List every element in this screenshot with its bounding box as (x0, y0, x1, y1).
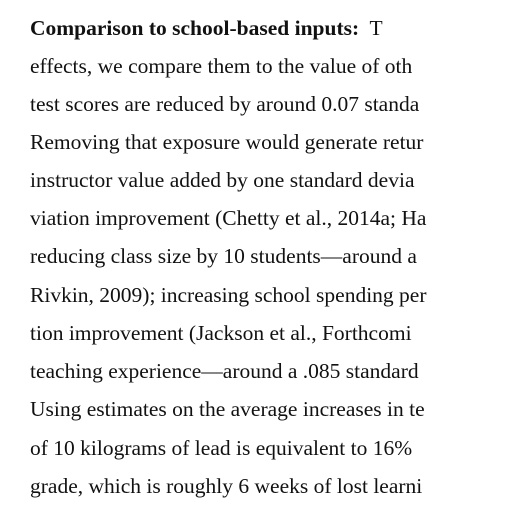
text-line: of 10 kilograms of lead is equivalent to 16% (30, 436, 413, 460)
text-line: effects, we compare them to the value of oth (30, 54, 413, 78)
text-line: reducing class size by 10 students—around a (30, 244, 417, 268)
text-line: Removing that exposure would generate retur (30, 130, 424, 154)
text-line: Using estimates on the average increases in te (30, 397, 425, 421)
text-line: instructor value added by one standard devia (30, 168, 415, 192)
text-line: teaching experience—around a .085 standard (30, 359, 419, 383)
paragraph-first-line (30, 14, 383, 42)
paragraph-heading-tail: T (359, 16, 383, 40)
text-line: viation improvement (Chetty et al., 2014a; Ha (30, 206, 427, 230)
text-line: tion improvement (Jackson et al., Forthcomi (30, 321, 412, 345)
paragraph-heading: Comparison to school-based inputs: (30, 16, 360, 40)
text-line: Rivkin, 2009); increasing school spending per (30, 283, 427, 307)
text-line: test scores are reduced by around 0.07 standa (30, 92, 420, 116)
text-line: grade, which is roughly 6 weeks of lost learni (30, 474, 423, 498)
